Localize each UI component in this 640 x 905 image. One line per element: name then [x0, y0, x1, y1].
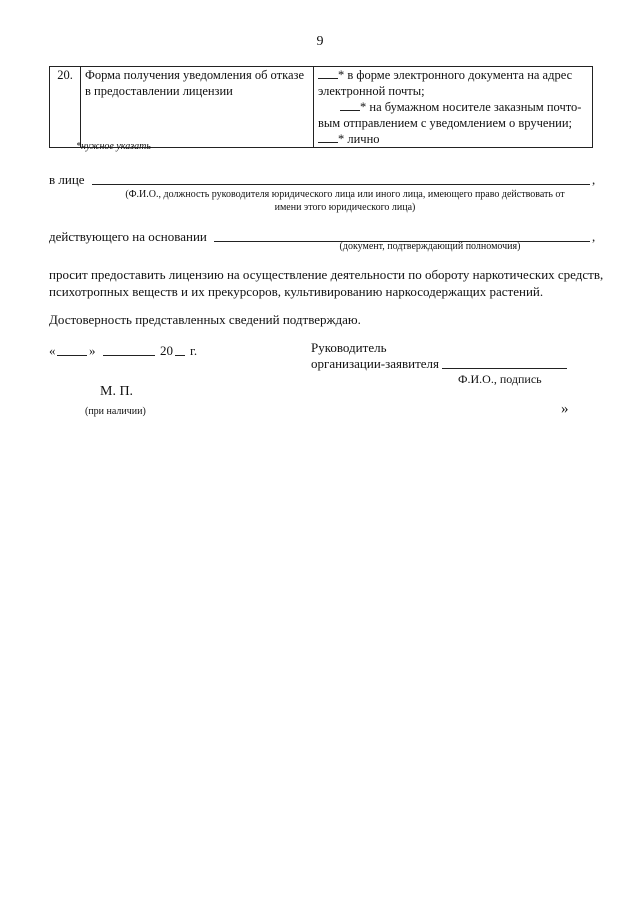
basis-prefix: действующего на основании: [49, 229, 207, 244]
table-row: [50, 67, 593, 148]
option-paper: * на бумажном носителе заказным почто-: [318, 99, 588, 115]
option-personal: * лично: [318, 131, 588, 147]
date-year-suffix: г.: [190, 343, 198, 358]
date-year-prefix: 20: [160, 343, 173, 358]
date-month-line: [103, 343, 155, 356]
basis-comma: ,: [592, 229, 596, 244]
basis-caption: (документ, подтверждающий полномочия): [339, 241, 521, 252]
signature-org: организации-заявителя: [311, 356, 440, 371]
option-paper-cont: вым отправлением с уведомлением о вручении;: [318, 116, 573, 130]
signature-role: Руководитель: [311, 340, 387, 355]
row-number: 20.: [50, 67, 81, 148]
row-label: Форма получения уведомления об отказе в предоставлении лицензии: [81, 67, 314, 148]
form-table: [49, 66, 593, 148]
date-open-quote: «: [49, 343, 56, 358]
person-caption: (Ф.И.О., должность руководителя юридического лица или иного лица, имеющего право действовать от имени этого юридического лица): [125, 189, 565, 213]
option-email: * в форме электронного документа на адрес: [318, 67, 588, 83]
person-prefix: в лице: [49, 172, 85, 187]
person-line: [92, 172, 590, 185]
footnote: *нужное указать: [76, 141, 151, 152]
option-blank: [318, 67, 338, 79]
option-blank: [340, 99, 360, 111]
date-day-line: [57, 343, 87, 356]
date-close-quote: »: [89, 343, 96, 358]
signature-caption: Ф.И.О., подпись: [458, 372, 542, 386]
date-year-line: [175, 343, 185, 356]
stamp-label: М. П.: [100, 384, 134, 399]
stamp-note: (при наличии): [85, 406, 146, 417]
signature-line: [442, 356, 567, 369]
row-options: [314, 67, 593, 148]
confirmation-text: Достоверность представленных сведений подтверждаю.: [49, 312, 361, 327]
request-text: просит предоставить лицензию на осуществление деятельности по обороту наркотических средств, психотропных веществ и их прекурсоров, культивированию наркосодержащих растений.: [49, 267, 604, 299]
page-number: 9: [316, 34, 324, 49]
person-comma: ,: [592, 172, 596, 187]
option-blank: [318, 131, 338, 143]
closing-quote: »: [561, 401, 569, 417]
option-email-cont: электронной почты;: [318, 84, 425, 98]
